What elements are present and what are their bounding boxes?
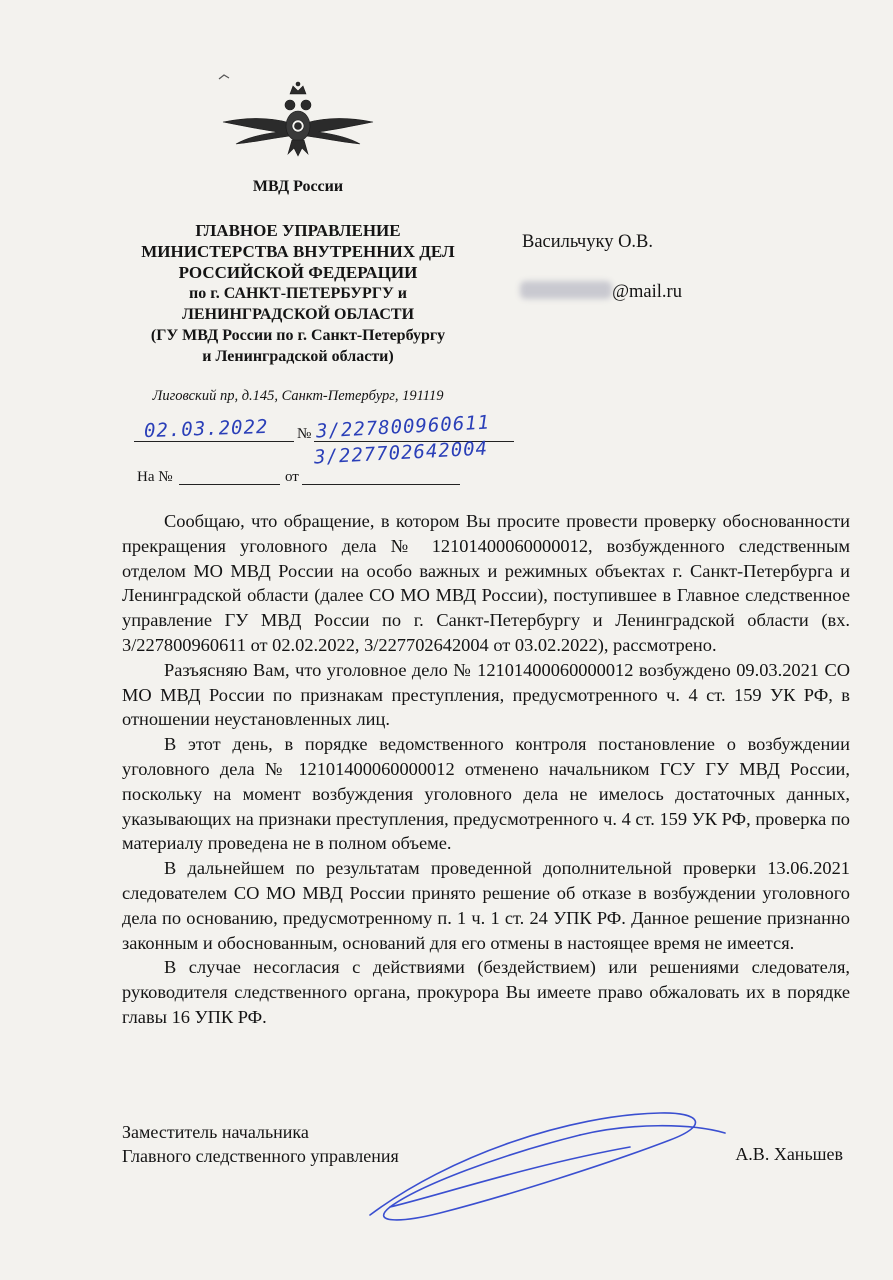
agency-full-name <box>118 220 478 367</box>
body-paragraph: В этот день, в порядке ведомственного контроля постановление о возбуждении уголовного дела № 12101400060000012 отменено начальником ГСУ ГУ МВД России, поскольку на момент возбуждения уголовного дела не имелось достаточных данных, указывающих на признаки преступления, предусмотренного ч. 4 ст. 159 УК РФ, проверка по материалу проведена не в полном объеме. <box>122 734 850 854</box>
agency-short-name: МВД России <box>252 178 344 195</box>
redacted-email-user <box>520 281 612 299</box>
body-paragraph: В случае несогласия с действиями (бездействием) или решениями следователя, руководителя следственного органа, прокурора Вы имеете право обжаловать их в порядке главы 16 УПК РФ. <box>122 957 850 1027</box>
agency-line: МИНИСТЕРСТВА ВНУТРЕННИХ ДЕЛ <box>141 242 455 261</box>
agency-line: по г. САНКТ-ПЕТЕРБУРГУ и <box>189 285 407 302</box>
agency-line: ГЛАВНОЕ УПРАВЛЕНИЕ <box>195 221 401 240</box>
agency-line: (ГУ МВД России по г. Санкт-Петербургу <box>150 327 446 344</box>
body-paragraph: Сообщаю, что обращение, в котором Вы просите провести проверку обоснованности прекращения уголовного дела № 12101400060000012, возбужденного следственным отделом МО МВД России на особо важных и режимных объектах г. Санкт-Петербурга и Ленинградской области (далее СО МО МВД России), поступившее в Главное следственное управление ГУ МВД России по г. Санкт-Петербургу и Ленинградской области (вх. 3/227800960611 от 02.02.2022, 3/227702642004 от 03.02.2022), рассмотрено. <box>122 511 850 655</box>
addressee-email <box>520 281 682 303</box>
registration-number-label: № <box>297 426 312 442</box>
registration-number-1: 3/227800960611 <box>315 411 491 443</box>
email-domain: @mail.ru <box>612 282 682 302</box>
reference-number-line <box>179 469 280 485</box>
body-paragraph: Разъясняю Вам, что уголовное дело № 12101400060000012 возбуждено 09.03.2021 СО МО МВД России по признакам преступления, предусмотренного ч. 4 ст. 159 УК РФ, в отношении неустановленных лиц. <box>122 659 850 730</box>
agency-address: Лиговский пр, д.145, Санкт-Петербург, 191119 <box>152 388 444 404</box>
agency-line: ЛЕНИНГРАДСКОЙ ОБЛАСТИ <box>181 306 415 323</box>
reference-number-label: На № <box>137 469 173 485</box>
agency-line: РОССИЙСКОЙ ФЕДЕРАЦИИ <box>178 263 418 282</box>
signer-position-line: Главного следственного управления <box>122 1146 399 1166</box>
reference-date-label: от <box>285 469 299 485</box>
agency-line: и Ленинградской области) <box>202 348 394 365</box>
mvd-emblem-icon <box>218 80 378 160</box>
registration-date: 02.03.2022 <box>143 415 269 443</box>
body-paragraph: В дальнейшем по результатам проведенной дополнительной проверки 13.06.2021 следователем СО МО МВД России принято решение об отказе в возбуждении уголовного дела по основанию, предусмотренному п. 1 ч. 1 ст. 24 УПК РФ. Данное решение признанно законным и обоснованным, оснований для его отмены в настоящее время не имеется. <box>122 858 850 953</box>
reference-date-line <box>302 469 460 485</box>
signer-position-line: Заместитель начальника <box>122 1122 309 1142</box>
addressee-name: Васильчуку О.В. <box>522 232 654 252</box>
handwritten-signature-icon <box>330 1095 750 1245</box>
letter-body <box>122 509 850 1030</box>
signer-name: А.В. Ханьшев <box>735 1144 843 1164</box>
registration-number-2: 3/227702642004 <box>313 437 489 469</box>
